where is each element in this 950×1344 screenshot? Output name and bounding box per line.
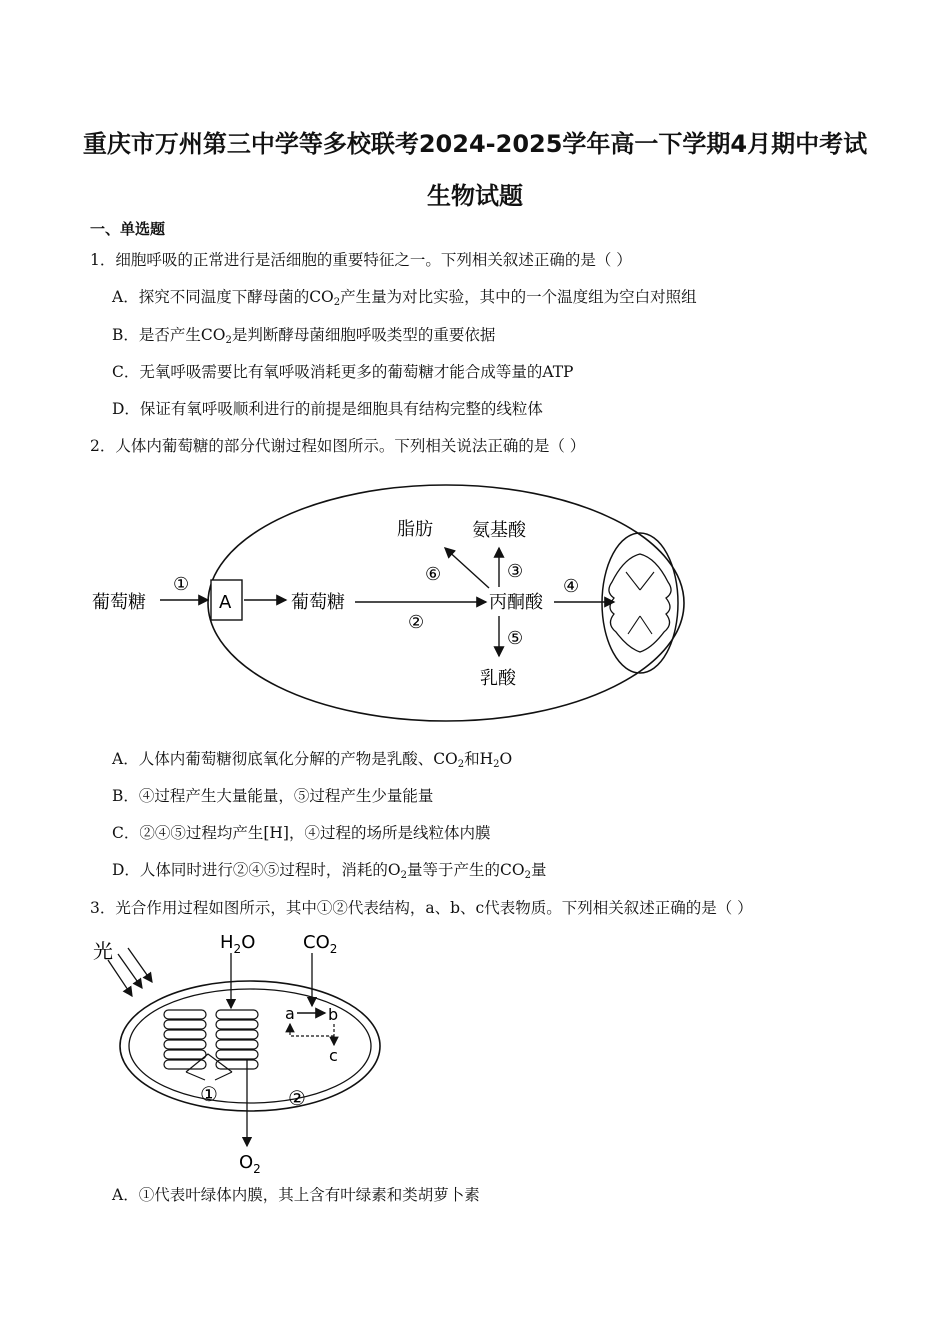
label-fat: 脂肪: [397, 519, 433, 540]
question-3-stem: 3．光合作用过程如图所示，其中①②代表结构，a、b、c代表物质。下列相关叙述正确的是（ ）: [90, 899, 753, 917]
question-2-option-a: A．人体内葡萄糖彻底氧化分解的产物是乳酸、$CO_2$和$H_2O$: [112, 750, 513, 770]
label-step-1: ①: [173, 574, 190, 595]
arrow-step-6: [445, 548, 489, 588]
question-1-option-a: A．探究不同温度下酵母菌的$CO_2$产生量为对比实验，其中的一个温度组为空白对照组: [112, 288, 697, 308]
label-amino-acid: 氨基酸: [472, 520, 526, 541]
pointer-line-left: [186, 1072, 205, 1080]
label-substance-c: c: [329, 1046, 338, 1065]
question-1-option-b: B．是否产生$CO_2$是判断酵母菌细胞呼吸类型的重要依据: [112, 326, 496, 346]
label-box-a: A: [219, 592, 232, 613]
label-step-4: ④: [563, 576, 580, 597]
arrow-cycle-return: [290, 1024, 334, 1036]
light-rays-icon: [108, 948, 152, 996]
question-1-option-d: D．保证有氧呼吸顺利进行的前提是细胞具有结构完整的线粒体: [112, 400, 543, 418]
label-structure-2: ②: [288, 1086, 306, 1110]
glucose-metabolism-diagram: [80, 478, 700, 726]
label-h2o: $H_2O$: [220, 932, 256, 956]
label-glucose-outside: 葡萄糖: [92, 592, 146, 613]
photosynthesis-diagram: [88, 926, 388, 1178]
mitochondrion-icon: [602, 533, 678, 673]
label-co2: $CO_2$: [303, 932, 338, 956]
label-pyruvate: 丙酮酸: [489, 592, 543, 613]
label-step-2: ②: [408, 612, 425, 633]
cell-membrane: [208, 485, 684, 721]
label-step-5: ⑤: [507, 628, 524, 649]
question-2-stem: 2．人体内葡萄糖的部分代谢过程如图所示。下列相关说法正确的是（ ）: [90, 437, 586, 455]
label-substance-b: b: [328, 1005, 339, 1024]
label-light: 光: [93, 939, 113, 963]
pointer-line-right: [215, 1072, 232, 1080]
exam-title-line1: 重庆市万州第三中学等多校联考2024-2025学年高一下学期4月期中考试: [82, 130, 868, 158]
question-1-option-c: C．无氧呼吸需要比有氧呼吸消耗更多的葡萄糖才能合成等量的ATP: [112, 363, 574, 381]
label-step-6: ⑥: [425, 564, 442, 585]
label-lactic-acid: 乳酸: [480, 668, 516, 689]
label-step-3: ③: [507, 561, 524, 582]
grana-stack-right-icon: [216, 1010, 258, 1069]
exam-title-line2: 生物试题: [427, 182, 523, 210]
label-substance-a: a: [285, 1004, 295, 1023]
label-glucose-inside: 葡萄糖: [291, 592, 345, 613]
question-2-option-d: D．人体同时进行②④⑤过程时，消耗的$O_2$量等于产生的$CO_2$量: [112, 861, 547, 881]
label-o2: $O_2$: [239, 1152, 261, 1176]
question-3-option-a: A．①代表叶绿体内膜，其上含有叶绿素和类胡萝卜素: [112, 1186, 480, 1204]
label-structure-1: ①: [200, 1082, 218, 1106]
question-2-option-c: C．②④⑤过程均产生[H]，④过程的场所是线粒体内膜: [112, 824, 491, 842]
section-heading: 一、单选题: [90, 220, 166, 238]
question-2-option-b: B．④过程产生大量能量，⑤过程产生少量能量: [112, 787, 434, 805]
question-1-stem: 1．细胞呼吸的正常进行是活细胞的重要特征之一。下列相关叙述正确的是（ ）: [90, 251, 632, 269]
